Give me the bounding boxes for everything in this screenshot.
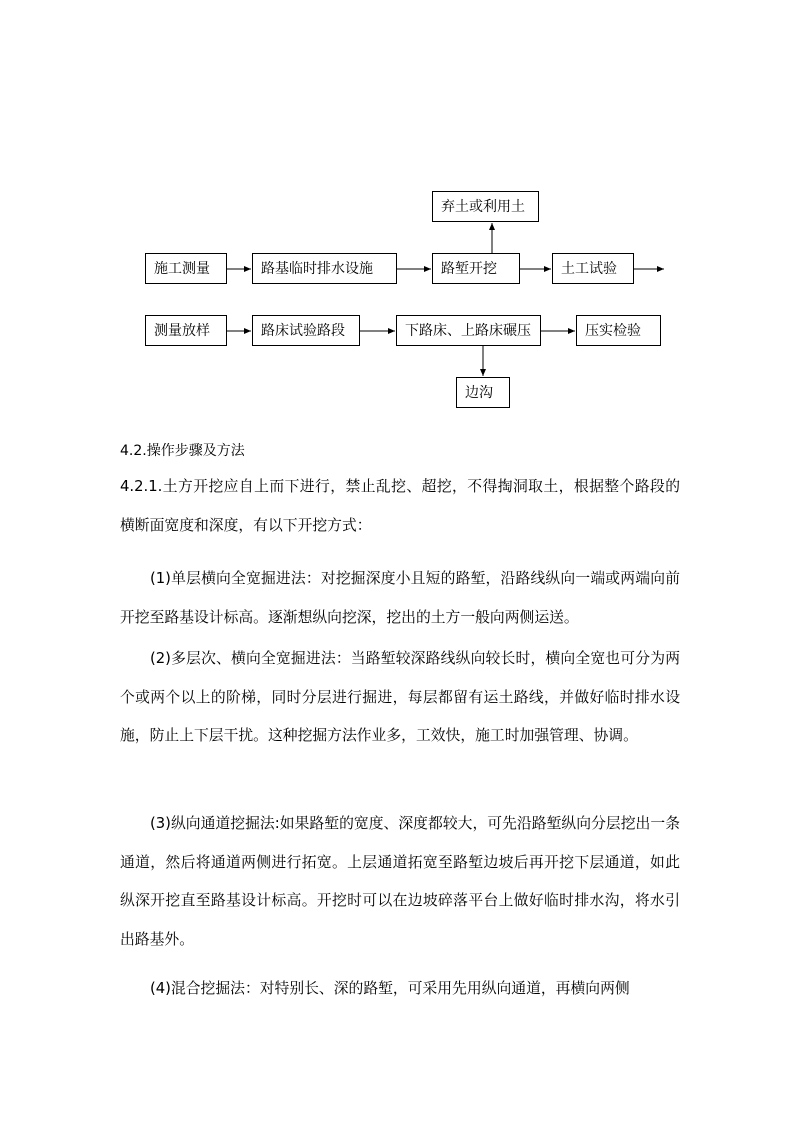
paragraph-method-3: (3)纵向通道挖掘法:如果路堑的宽度、深度都较大，可先沿路堑纵向分层挖出一条通道，然后将通道两侧进行拓宽。上层通道拓宽至路堑边坡后再开挖下层通道，如此纵深开挖直至路基设计标高。开挖时可以在边坡碎落平台上做好临时排水沟，将水引出路基外。: [120, 815, 680, 948]
section-heading: 4.2.操作步骤及方法: [120, 443, 245, 459]
flow-node-label: 弃土或利用土: [441, 198, 525, 215]
flow-node-label: 路床试验路段: [261, 322, 345, 339]
paragraph-method-2: (2)多层次、横向全宽掘进法：当路堑较深路线纵向较长时，横向全宽也可分为两个或两个以上的阶梯，同时分层进行掘进，每层都留有运土路线，并做好临时排水设施，防止上下层干扰。这种挖掘方法作业多，工效快，施工时加强管理、协调。: [120, 650, 680, 744]
paragraph-4-2-1: 4.2.1.土方开挖应自上而下进行，禁止乱挖、超挖，不得掏洞取土，根据整个路段的横断面宽度和深度，有以下开挖方式：: [120, 478, 680, 534]
flow-node-label: 测量放样: [154, 322, 210, 339]
paragraph-method-4: (4)混合挖掘法：对特别长、深的路堑，可采用先用纵向通道，再横向两侧: [150, 980, 630, 997]
flow-node-label: 边沟: [465, 384, 493, 401]
flow-node-label: 土工试验: [561, 260, 617, 277]
flow-node-label: 路基临时排水设施: [261, 260, 373, 277]
flow-node-label: 施工测量: [154, 260, 210, 277]
flow-node-label: 下路床、上路床碾压: [405, 322, 531, 339]
paragraph-method-1: (1)单层横向全宽掘进法：对挖掘深度小且短的路堑，沿路线纵向一端或两端向前开挖至路基设计标高。逐渐想纵向挖深，挖出的土方一般向两侧运送。: [120, 570, 680, 626]
flow-node-label: 压实检验: [585, 322, 641, 339]
flow-node-label: 路堑开挖: [441, 260, 497, 277]
